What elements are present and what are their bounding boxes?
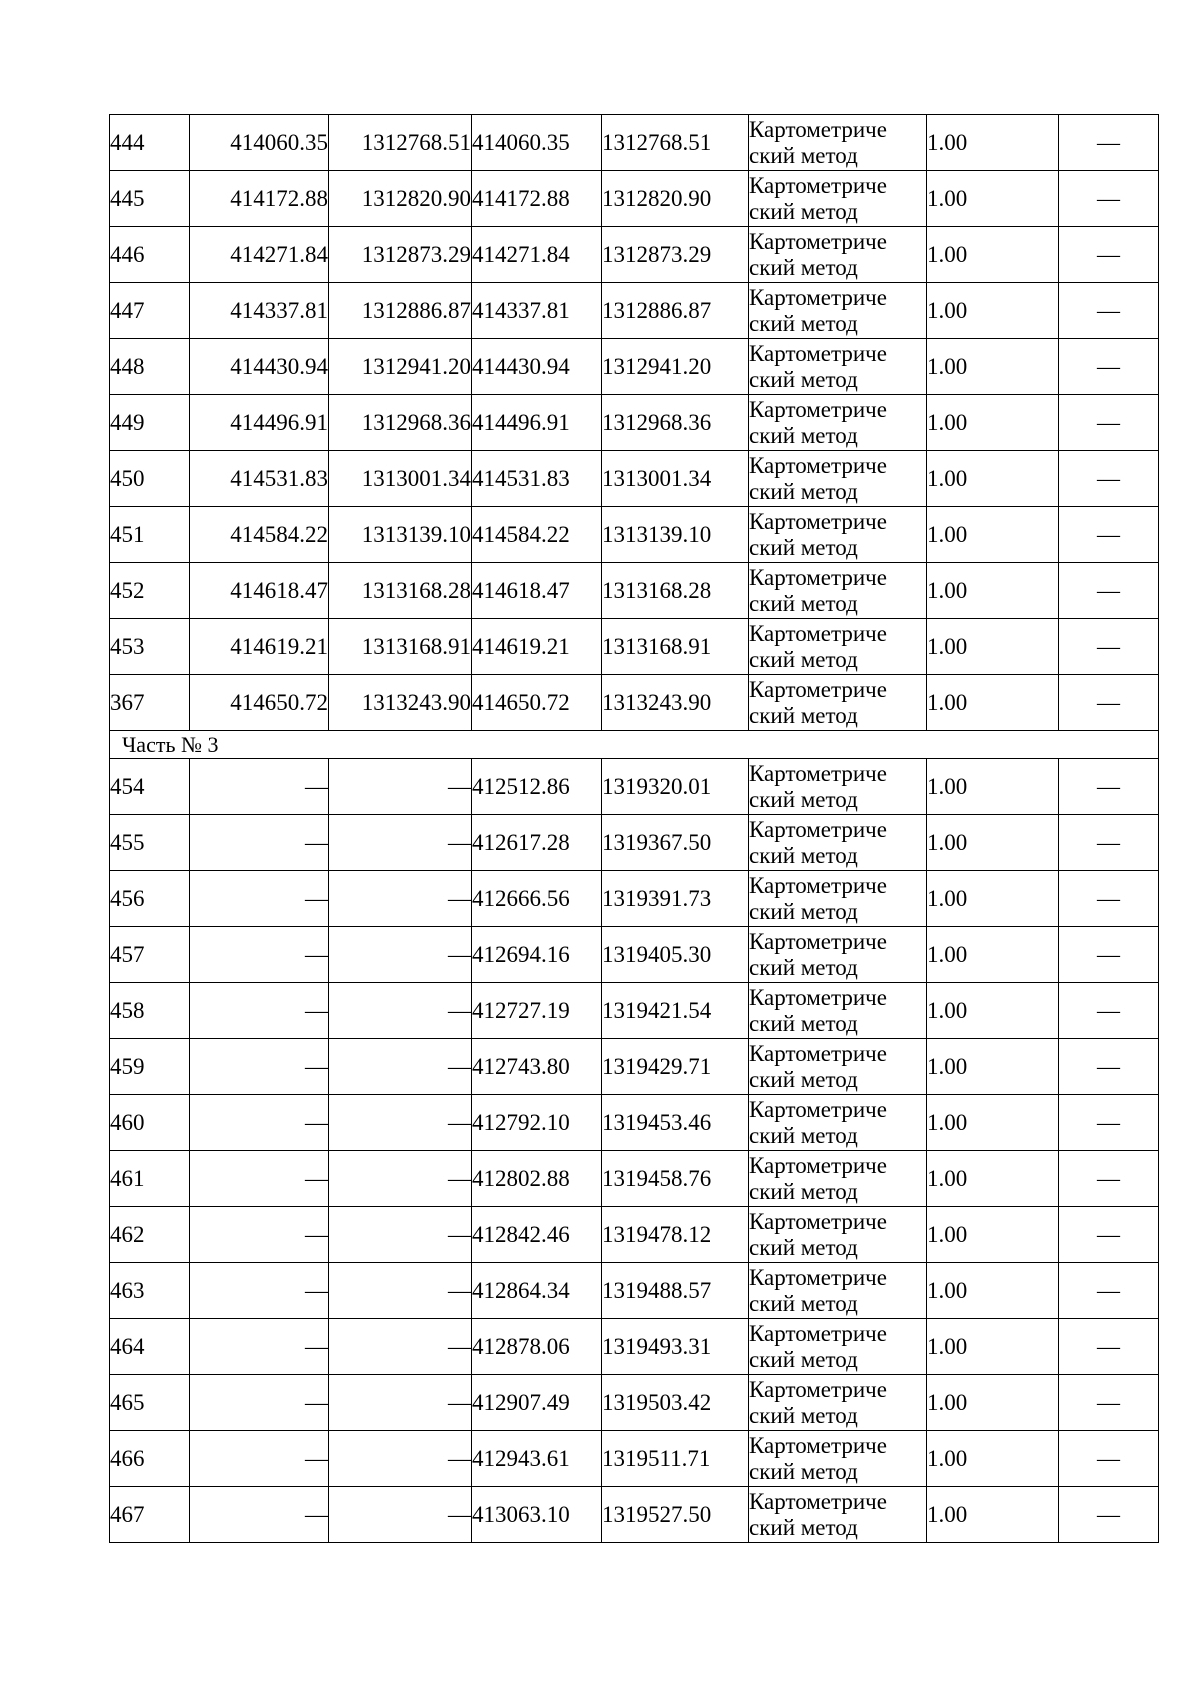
cell-point-number: 467 [110,1487,190,1543]
cell-x-existing: 414172.88 [190,171,329,227]
cell-point-number: 445 [110,171,190,227]
cell-y-refined: 1319367.50 [602,815,749,871]
cell-method [749,983,927,1039]
cell-x-existing: — [190,815,329,871]
method-line-1: Картометриче [749,1040,887,1066]
cell-description: — [1059,983,1159,1039]
cell-method [749,507,927,563]
cell-x-existing: 414060.35 [190,115,329,171]
method-line-2: ский метод [749,1066,858,1092]
method-line-1: Картометриче [749,172,887,198]
cell-description: — [1059,927,1159,983]
method-line-2: ский метод [749,366,858,392]
method-line-1: Картометриче [749,1152,887,1178]
table-row [110,815,1159,871]
cell-point-number: 461 [110,1151,190,1207]
table-row [110,759,1159,815]
table-row [110,395,1159,451]
cell-x-existing: — [190,1431,329,1487]
cell-point-number: 453 [110,619,190,675]
cell-x-refined: 414619.21 [472,619,602,675]
table-row [110,675,1159,731]
cell-x-refined: 412666.56 [472,871,602,927]
method-line-1: Картометриче [749,984,887,1010]
cell-description: — [1059,1487,1159,1543]
cell-accuracy: 1.00 [927,1487,1059,1543]
cell-y-existing: — [329,759,472,815]
cell-accuracy: 1.00 [927,1319,1059,1375]
method-line-2: ский метод [749,590,858,616]
cell-x-refined: 412694.16 [472,927,602,983]
method-line-2: ский метод [749,478,858,504]
cell-accuracy: 1.00 [927,675,1059,731]
cell-method [749,339,927,395]
cell-x-existing: — [190,1319,329,1375]
method-line-1: Картометриче [749,564,887,590]
cell-y-refined: 1312941.20 [602,339,749,395]
cell-accuracy: 1.00 [927,1375,1059,1431]
cell-accuracy: 1.00 [927,283,1059,339]
cell-description: — [1059,115,1159,171]
cell-y-existing: 1313139.10 [329,507,472,563]
cell-y-existing: 1313001.34 [329,451,472,507]
cell-description: — [1059,815,1159,871]
cell-y-refined: 1319429.71 [602,1039,749,1095]
cell-method [749,1487,927,1543]
cell-y-existing: — [329,1263,472,1319]
cell-y-existing: 1313168.28 [329,563,472,619]
method-line-2: ский метод [749,1234,858,1260]
cell-y-refined: 1319493.31 [602,1319,749,1375]
cell-y-refined: 1319488.57 [602,1263,749,1319]
table-row [110,1039,1159,1095]
method-line-1: Картометриче [749,284,887,310]
cell-method [749,1319,927,1375]
cell-accuracy: 1.00 [927,451,1059,507]
cell-x-existing: 414650.72 [190,675,329,731]
method-line-2: ский метод [749,1178,858,1204]
cell-method [749,1095,927,1151]
cell-description: — [1059,339,1159,395]
cell-description: — [1059,1095,1159,1151]
cell-method [749,1263,927,1319]
cell-description: — [1059,507,1159,563]
cell-description: — [1059,171,1159,227]
method-line-2: ский метод [749,786,858,812]
method-line-2: ский метод [749,1458,858,1484]
cell-point-number: 462 [110,1207,190,1263]
cell-point-number: 449 [110,395,190,451]
cell-accuracy: 1.00 [927,1263,1059,1319]
cell-accuracy: 1.00 [927,507,1059,563]
cell-accuracy: 1.00 [927,1039,1059,1095]
cell-method [749,171,927,227]
cell-accuracy: 1.00 [927,1431,1059,1487]
method-line-1: Картометриче [749,1320,887,1346]
method-line-1: Картометриче [749,1096,887,1122]
method-line-1: Картометриче [749,676,887,702]
method-line-2: ский метод [749,142,858,168]
method-line-2: ский метод [749,1402,858,1428]
cell-y-existing: — [329,983,472,1039]
method-line-2: ский метод [749,1122,858,1148]
table-row [110,1095,1159,1151]
cell-y-existing: — [329,815,472,871]
table-row [110,1375,1159,1431]
method-line-2: ский метод [749,898,858,924]
cell-x-refined: 412792.10 [472,1095,602,1151]
method-line-1: Картометриче [749,340,887,366]
cell-method [749,927,927,983]
part-label: Часть № 3 [110,731,1159,759]
cell-x-existing: — [190,871,329,927]
cell-x-refined: 414172.88 [472,171,602,227]
cell-x-existing: — [190,1039,329,1095]
cell-y-existing: 1312820.90 [329,171,472,227]
cell-description: — [1059,1263,1159,1319]
cell-x-existing: — [190,759,329,815]
method-line-1: Картометриче [749,116,887,142]
cell-point-number: 448 [110,339,190,395]
cell-y-existing: 1313243.90 [329,675,472,731]
cell-point-number: 457 [110,927,190,983]
method-line-1: Картометриче [749,760,887,786]
method-line-2: ский метод [749,254,858,280]
cell-y-existing: 1312873.29 [329,227,472,283]
cell-description: — [1059,1319,1159,1375]
method-line-2: ский метод [749,842,858,868]
method-line-1: Картометриче [749,928,887,954]
method-line-2: ский метод [749,198,858,224]
cell-x-refined: 412878.06 [472,1319,602,1375]
cell-description: — [1059,283,1159,339]
method-line-1: Картометриче [749,1376,887,1402]
cell-accuracy: 1.00 [927,1207,1059,1263]
cell-x-existing: — [190,1095,329,1151]
method-line-2: ский метод [749,702,858,728]
cell-description: — [1059,619,1159,675]
cell-x-refined: 412943.61 [472,1431,602,1487]
cell-point-number: 463 [110,1263,190,1319]
cell-y-refined: 1319421.54 [602,983,749,1039]
cell-y-existing: 1312768.51 [329,115,472,171]
cell-y-refined: 1319527.50 [602,1487,749,1543]
cell-x-refined: 412864.34 [472,1263,602,1319]
cell-accuracy: 1.00 [927,115,1059,171]
cell-accuracy: 1.00 [927,871,1059,927]
cell-x-existing: — [190,1487,329,1543]
cell-x-refined: 412743.80 [472,1039,602,1095]
method-line-1: Картометриче [749,1264,887,1290]
cell-y-existing: — [329,1039,472,1095]
cell-accuracy: 1.00 [927,619,1059,675]
method-line-2: ский метод [749,1290,858,1316]
cell-y-existing: — [329,1095,472,1151]
cell-x-refined: 412802.88 [472,1151,602,1207]
cell-description: — [1059,1375,1159,1431]
method-line-1: Картометриче [749,1208,887,1234]
cell-accuracy: 1.00 [927,1151,1059,1207]
cell-y-refined: 1313168.28 [602,563,749,619]
cell-description: — [1059,1039,1159,1095]
cell-x-refined: 413063.10 [472,1487,602,1543]
cell-accuracy: 1.00 [927,395,1059,451]
cell-accuracy: 1.00 [927,815,1059,871]
cell-point-number: 444 [110,115,190,171]
cell-point-number: 465 [110,1375,190,1431]
cell-accuracy: 1.00 [927,1095,1059,1151]
table-row [110,339,1159,395]
method-line-1: Картометриче [749,1488,887,1514]
cell-method [749,227,927,283]
table-row [110,171,1159,227]
cell-accuracy: 1.00 [927,759,1059,815]
cell-y-refined: 1319503.42 [602,1375,749,1431]
cell-y-refined: 1312820.90 [602,171,749,227]
cell-y-refined: 1319320.01 [602,759,749,815]
cell-y-refined: 1313001.34 [602,451,749,507]
cell-x-refined: 414531.83 [472,451,602,507]
cell-method [749,1207,927,1263]
cell-method [749,451,927,507]
cell-y-refined: 1312768.51 [602,115,749,171]
method-line-2: ский метод [749,310,858,336]
cell-y-existing: — [329,1207,472,1263]
cell-y-existing: — [329,1431,472,1487]
cell-y-existing: — [329,927,472,983]
cell-point-number: 367 [110,675,190,731]
cell-description: — [1059,675,1159,731]
cell-method [749,871,927,927]
cell-method [749,1431,927,1487]
cell-x-existing: — [190,983,329,1039]
cell-x-existing: — [190,1207,329,1263]
table-row [110,1207,1159,1263]
table-row [110,507,1159,563]
cell-x-refined: 412617.28 [472,815,602,871]
cell-method [749,1039,927,1095]
cell-point-number: 447 [110,283,190,339]
table-row [110,1319,1159,1375]
table-row [110,983,1159,1039]
cell-x-refined: 412727.19 [472,983,602,1039]
cell-method [749,675,927,731]
cell-y-refined: 1312873.29 [602,227,749,283]
cell-y-refined: 1313168.91 [602,619,749,675]
table-body-part-3 [110,759,1159,1543]
cell-y-existing: 1312886.87 [329,283,472,339]
table-row [110,227,1159,283]
cell-accuracy: 1.00 [927,983,1059,1039]
cell-x-refined: 414496.91 [472,395,602,451]
cell-method [749,619,927,675]
cell-y-existing: — [329,871,472,927]
cell-y-refined: 1319391.73 [602,871,749,927]
table-row [110,1151,1159,1207]
cell-point-number: 458 [110,983,190,1039]
table-row [110,283,1159,339]
method-line-1: Картометриче [749,452,887,478]
table-body-part-2 [110,115,1159,731]
cell-y-refined: 1319405.30 [602,927,749,983]
cell-y-refined: 1312886.87 [602,283,749,339]
cell-point-number: 454 [110,759,190,815]
cell-x-existing: 414619.21 [190,619,329,675]
table-row [110,927,1159,983]
method-line-1: Картометриче [749,620,887,646]
cell-accuracy: 1.00 [927,927,1059,983]
cell-point-number: 452 [110,563,190,619]
cell-x-refined: 414271.84 [472,227,602,283]
part-header-body [110,731,1159,759]
cell-description: — [1059,871,1159,927]
cell-method [749,1151,927,1207]
cell-point-number: 446 [110,227,190,283]
method-line-1: Картометриче [749,816,887,842]
cell-y-refined: 1312968.36 [602,395,749,451]
cell-point-number: 451 [110,507,190,563]
table-row [110,115,1159,171]
cell-x-refined: 414430.94 [472,339,602,395]
cell-y-existing: — [329,1151,472,1207]
cell-method [749,283,927,339]
method-line-1: Картометриче [749,872,887,898]
cell-x-existing: — [190,1151,329,1207]
cell-description: — [1059,451,1159,507]
cell-x-existing: — [190,1263,329,1319]
coordinates-table [109,114,1159,1543]
method-line-2: ский метод [749,1010,858,1036]
cell-point-number: 456 [110,871,190,927]
cell-method [749,759,927,815]
method-line-1: Картометриче [749,1432,887,1458]
cell-y-existing: — [329,1375,472,1431]
cell-x-refined: 414584.22 [472,507,602,563]
cell-y-refined: 1313139.10 [602,507,749,563]
cell-x-existing: 414430.94 [190,339,329,395]
cell-x-existing: 414584.22 [190,507,329,563]
cell-description: — [1059,395,1159,451]
cell-x-refined: 412907.49 [472,1375,602,1431]
cell-y-existing: — [329,1319,472,1375]
cell-description: — [1059,1431,1159,1487]
cell-y-refined: 1319458.76 [602,1151,749,1207]
cell-x-existing: 414618.47 [190,563,329,619]
cell-x-existing: — [190,1375,329,1431]
cell-x-refined: 414618.47 [472,563,602,619]
method-line-2: ский метод [749,646,858,672]
method-line-1: Картометриче [749,396,887,422]
table-row [110,563,1159,619]
method-line-1: Картометриче [749,508,887,534]
cell-accuracy: 1.00 [927,227,1059,283]
cell-method [749,1375,927,1431]
cell-x-existing: 414531.83 [190,451,329,507]
cell-y-refined: 1319511.71 [602,1431,749,1487]
cell-y-refined: 1319478.12 [602,1207,749,1263]
cell-method [749,563,927,619]
cell-x-refined: 414650.72 [472,675,602,731]
cell-accuracy: 1.00 [927,171,1059,227]
cell-y-refined: 1319453.46 [602,1095,749,1151]
cell-x-refined: 412512.86 [472,759,602,815]
cell-y-existing: 1313168.91 [329,619,472,675]
cell-point-number: 459 [110,1039,190,1095]
cell-method [749,115,927,171]
cell-point-number: 464 [110,1319,190,1375]
table-row [110,619,1159,675]
cell-x-refined: 414337.81 [472,283,602,339]
cell-x-refined: 414060.35 [472,115,602,171]
cell-point-number: 466 [110,1431,190,1487]
cell-description: — [1059,563,1159,619]
method-line-1: Картометриче [749,228,887,254]
cell-description: — [1059,1207,1159,1263]
cell-point-number: 450 [110,451,190,507]
cell-y-existing: — [329,1487,472,1543]
cell-method [749,395,927,451]
cell-point-number: 455 [110,815,190,871]
cell-x-existing: — [190,927,329,983]
cell-y-existing: 1312941.20 [329,339,472,395]
method-line-2: ский метод [749,1346,858,1372]
cell-y-existing: 1312968.36 [329,395,472,451]
cell-description: — [1059,759,1159,815]
cell-x-existing: 414496.91 [190,395,329,451]
table-row [110,1487,1159,1543]
table-row [110,1431,1159,1487]
part-header-row [110,731,1159,759]
cell-x-existing: 414337.81 [190,283,329,339]
cell-accuracy: 1.00 [927,339,1059,395]
method-line-2: ский метод [749,534,858,560]
method-line-2: ский метод [749,422,858,448]
cell-x-refined: 412842.46 [472,1207,602,1263]
cell-accuracy: 1.00 [927,563,1059,619]
table-row [110,871,1159,927]
method-line-2: ский метод [749,1514,858,1540]
table-row [110,451,1159,507]
cell-method [749,815,927,871]
cell-description: — [1059,227,1159,283]
method-line-2: ский метод [749,954,858,980]
cell-description: — [1059,1151,1159,1207]
cell-y-refined: 1313243.90 [602,675,749,731]
cell-point-number: 460 [110,1095,190,1151]
table-row [110,1263,1159,1319]
cell-x-existing: 414271.84 [190,227,329,283]
